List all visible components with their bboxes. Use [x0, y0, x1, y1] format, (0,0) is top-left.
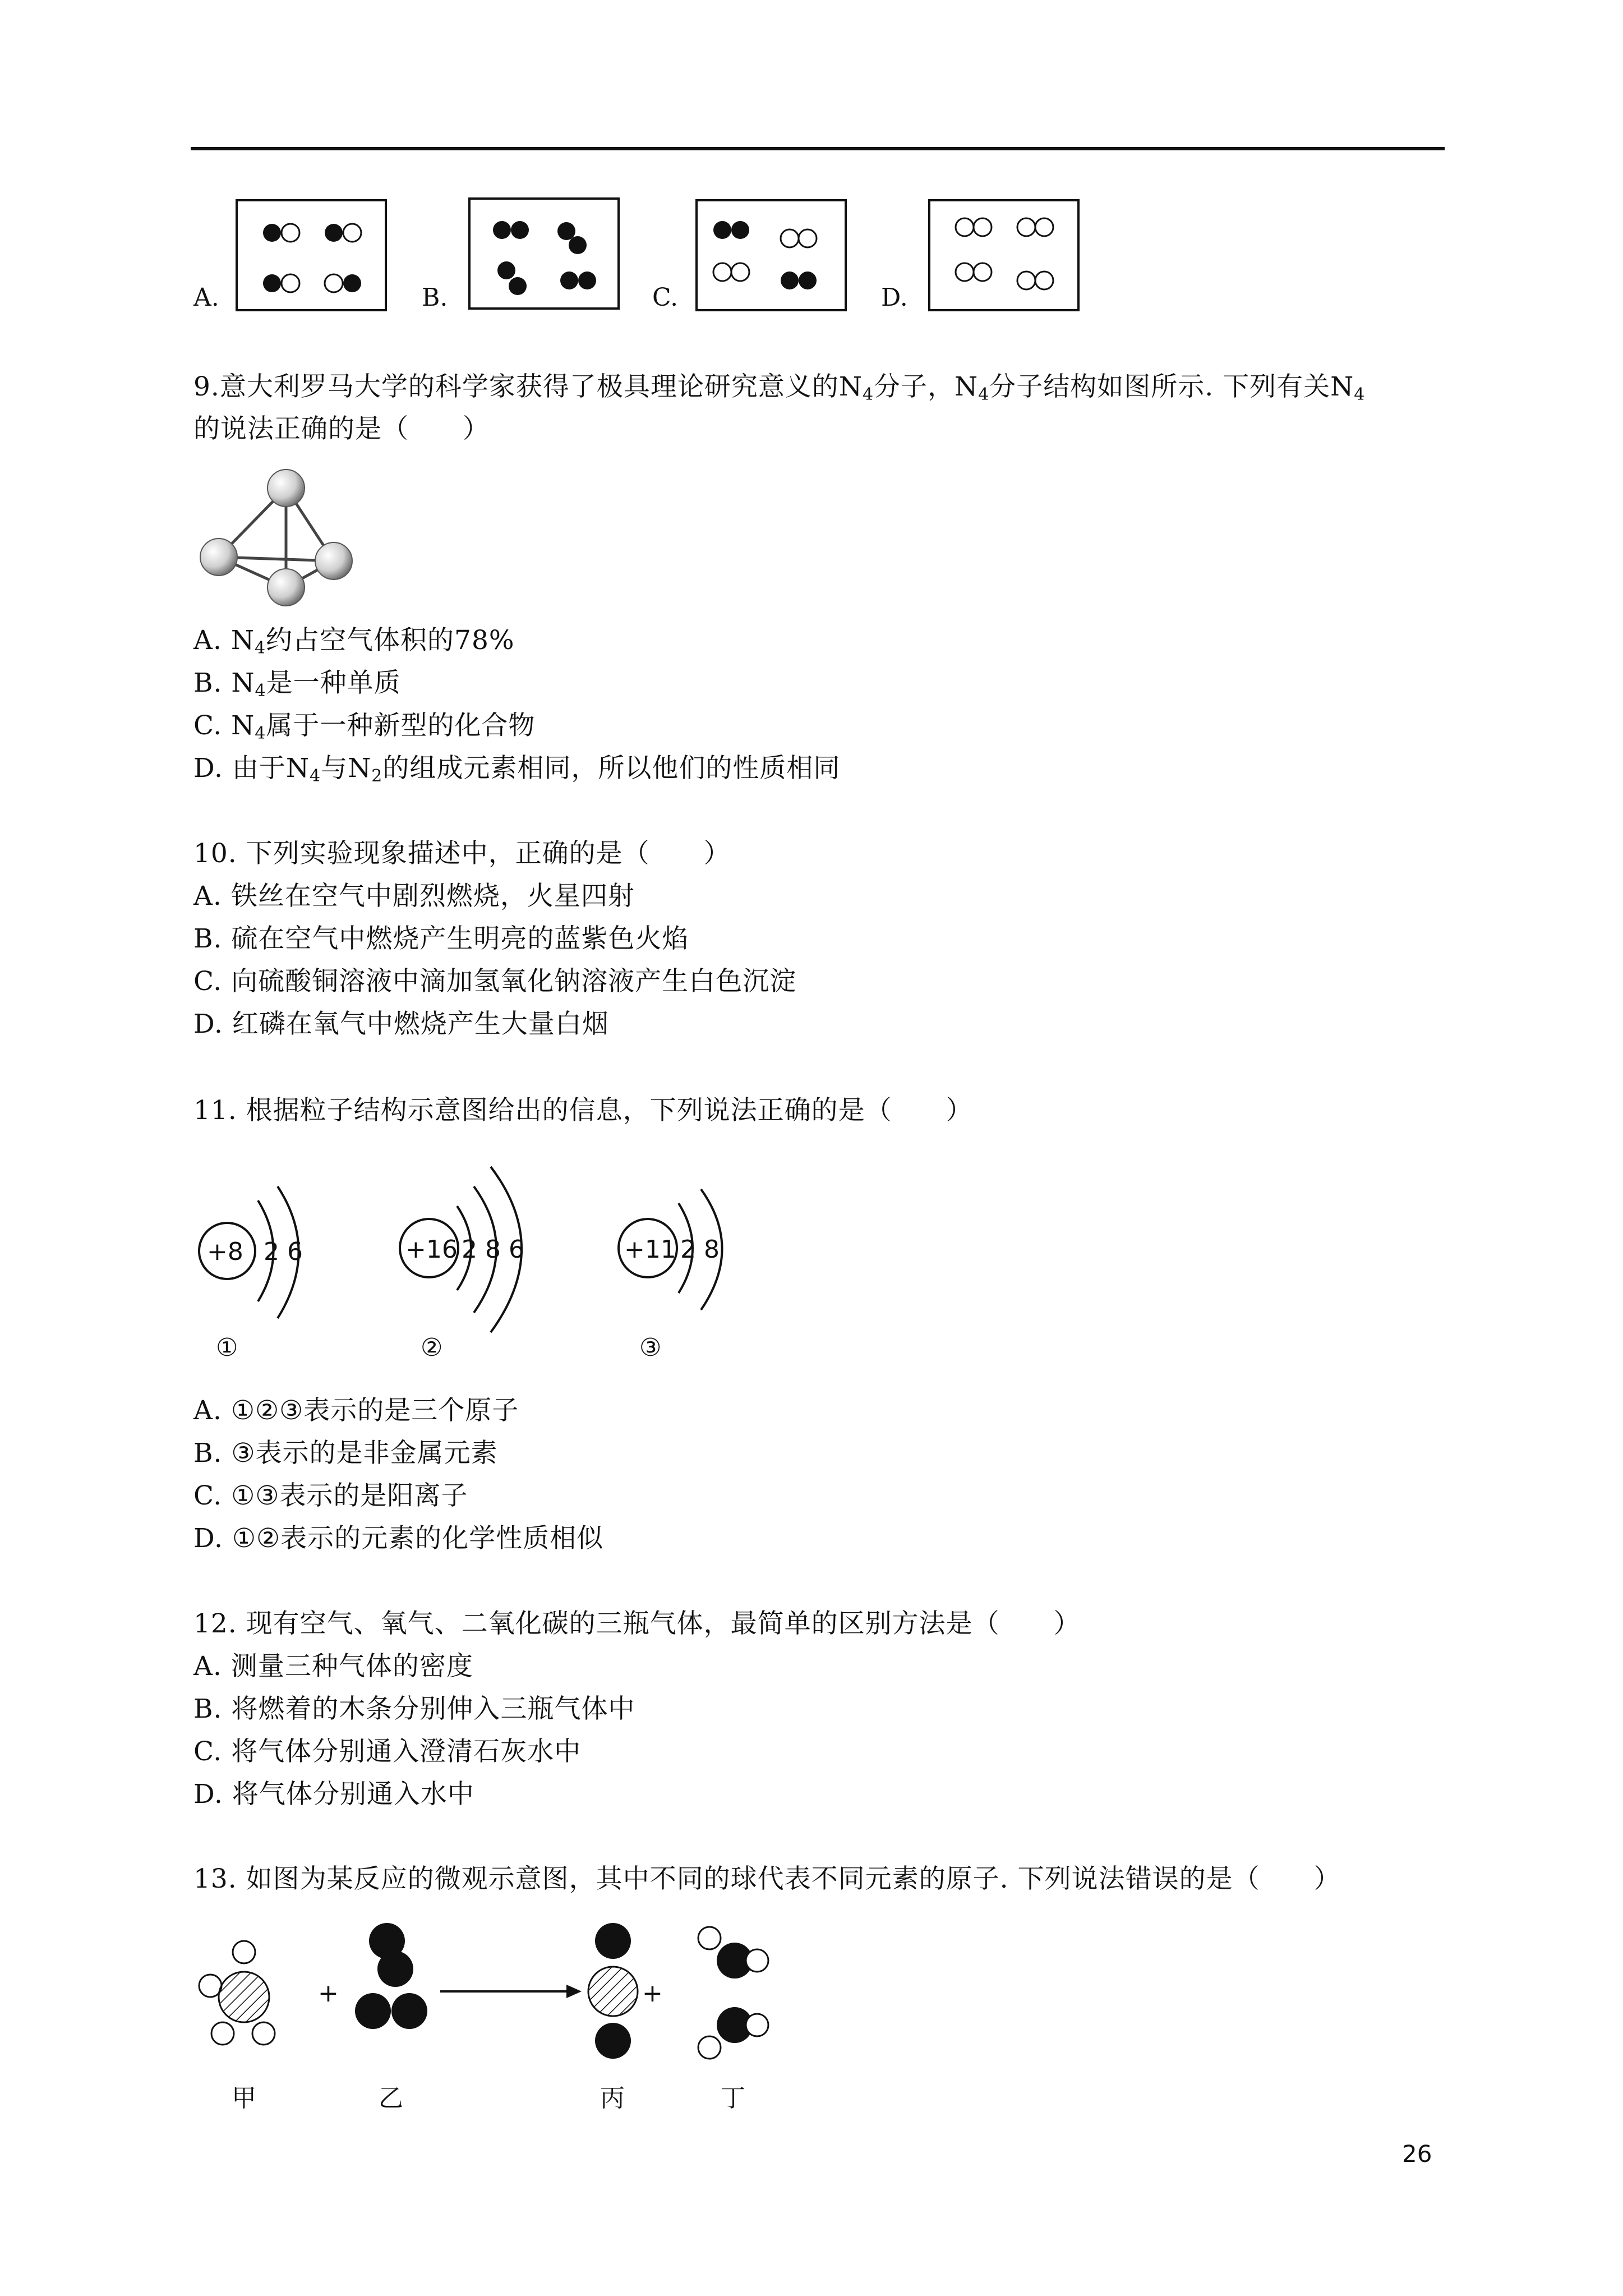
- q9-option-b: B. $N_4$是一种单质: [193, 668, 401, 701]
- q10-option-a: A. 铁丝在空气中剧烈燃烧，火星四射: [193, 881, 635, 912]
- diagram2-label: ②: [421, 1333, 443, 1362]
- page-number: 26: [1402, 2140, 1432, 2168]
- q11-option-d: D. ①②表示的元素的化学性质相似: [193, 1523, 604, 1554]
- particle-structure-diagrams: [193, 1156, 754, 1380]
- q8-box-b: [468, 197, 620, 310]
- product-bing-molecule: [588, 1923, 638, 2059]
- q10-option-b: B. 硫在空气中燃烧产生明亮的蓝紫色火焰: [193, 923, 689, 954]
- q9-stem-line2: 的说法正确的是（ ）: [193, 413, 490, 444]
- q8-box-a: [236, 199, 387, 311]
- q9-option-c: C. $N_4$属于一种新型的化合物: [193, 710, 536, 743]
- q8-box-d: [928, 199, 1080, 311]
- q8-box-c: [695, 199, 847, 311]
- diagram3-electrons: 2 8: [680, 1235, 720, 1264]
- q10-option-d: D. 红磷在氧气中燃烧产生大量白烟: [193, 1009, 609, 1039]
- q11-option-c: C. ①③表示的是阳离子: [193, 1480, 468, 1511]
- reaction-microscopic-diagram: [193, 1907, 866, 2132]
- reactant-jia-molecule: [199, 1941, 275, 2045]
- q9-option-a: A. $N_4$约占空气体积的78%: [193, 625, 515, 658]
- label-yi: 乙: [379, 2084, 403, 2113]
- diagram1-nucleus: +8: [207, 1237, 243, 1266]
- q9-stem-line1: 9.意大利罗马大学的科学家获得了极具理论研究意义的$N_4$分子，$N_4$分子结构如图所示. 下列有关$N_4$: [193, 371, 1366, 404]
- q10-stem: 10. 下列实验现象描述中，正确的是（ ）: [193, 838, 731, 869]
- label-jia: 甲: [232, 2084, 256, 2113]
- q8-option-d-letter: D.: [881, 283, 908, 312]
- plus-sign-1: +: [318, 1979, 339, 2008]
- reactant-yi-molecules: [355, 1923, 427, 2029]
- plus-sign-2: +: [642, 1979, 663, 2008]
- diagram1-electrons: 2 6: [264, 1237, 303, 1266]
- diagram3-label: ③: [639, 1333, 662, 1362]
- label-bing: 丙: [600, 2084, 625, 2113]
- q13-stem: 13. 如图为某反应的微观示意图，其中不同的球代表不同元素的原子. 下列说法错误的是（ ）: [193, 1864, 1341, 1894]
- diagram3-nucleus: +11: [624, 1235, 676, 1264]
- n4-molecule-diagram: [193, 463, 362, 614]
- label-ding: 丁: [721, 2084, 745, 2113]
- diagram2-electrons: 2 8 6: [462, 1235, 524, 1264]
- product-ding-molecules: [698, 1927, 768, 2059]
- q8-option-b-letter: B.: [422, 283, 448, 312]
- q12-stem: 12. 现有空气、氧气、二氧化碳的三瓶气体，最简单的区别方法是（ ）: [193, 1608, 1081, 1639]
- diagram1-label: ①: [216, 1333, 238, 1362]
- q8-option-a-letter: A.: [193, 283, 219, 312]
- q9-option-d: D. 由于$N_4$与$N_2$的组成元素相同，所以他们的性质相同: [193, 753, 841, 786]
- q11-stem: 11. 根据粒子结构示意图给出的信息，下列说法正确的是（ ）: [193, 1095, 973, 1126]
- header-rule: [191, 147, 1445, 150]
- q12-option-d: D. 将气体分别通入水中: [193, 1779, 474, 1810]
- arrow-head-icon: [566, 1985, 582, 1998]
- q12-option-a: A. 测量三种气体的密度: [193, 1651, 473, 1682]
- q10-option-c: C. 向硫酸铜溶液中滴加氢氧化钠溶液产生白色沉淀: [193, 966, 797, 997]
- q11-option-a: A. ①②③表示的是三个原子: [193, 1395, 519, 1426]
- q12-option-b: B. 将燃着的木条分别伸入三瓶气体中: [193, 1694, 635, 1724]
- q8-option-c-letter: C.: [652, 283, 679, 312]
- q12-option-c: C. 将气体分别通入澄清石灰水中: [193, 1736, 582, 1767]
- q11-option-b: B. ③表示的是非金属元素: [193, 1438, 498, 1469]
- diagram2-nucleus: +16: [405, 1235, 458, 1264]
